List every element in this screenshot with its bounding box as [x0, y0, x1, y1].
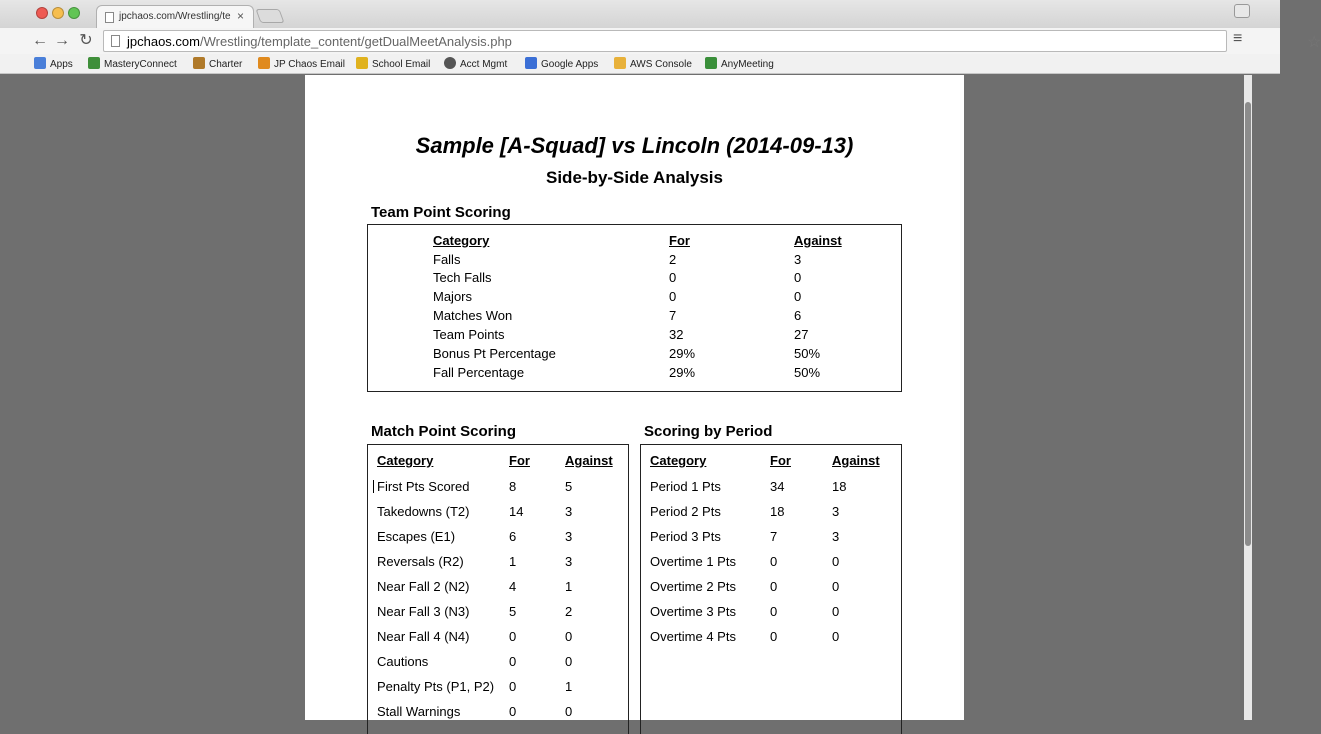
new-tab-button[interactable]	[255, 9, 284, 23]
table-cell: 5	[565, 479, 573, 494]
table-cell: 6	[794, 308, 802, 323]
table-cell: 18	[770, 504, 785, 519]
page-icon	[111, 35, 120, 47]
table-cell: 4	[509, 579, 517, 594]
column-header: Against	[565, 453, 613, 468]
bookmark-label: AWS Console	[630, 59, 692, 70]
table-cell: 3	[794, 252, 802, 267]
table-cell: Near Fall 3 (N3)	[377, 604, 470, 619]
bookmark-google-apps[interactable]	[525, 57, 598, 71]
bookmark-label: School Email	[372, 59, 431, 70]
table-cell: Falls	[433, 252, 461, 267]
table-cell: 2	[669, 252, 677, 267]
masteryconnect-icon	[88, 57, 100, 69]
bookmark-jp-chaos-email[interactable]	[258, 57, 345, 71]
table-cell: Takedowns (T2)	[377, 504, 470, 519]
table-cell: Overtime 4 Pts	[650, 629, 736, 644]
bookmark-label: Charter	[209, 59, 243, 70]
bookmark-acct-mgmt[interactable]	[444, 57, 507, 71]
table-cell: 0	[832, 604, 840, 619]
table-cell: 3	[565, 529, 573, 544]
column-header: Category	[650, 453, 707, 468]
back-arrow-icon[interactable]: ←	[32, 32, 48, 49]
table-cell: Team Points	[433, 327, 505, 342]
table-cell: Penalty Pts (P1, P2)	[377, 679, 495, 694]
table-cell: 0	[565, 654, 573, 669]
table-cell: Cautions	[377, 654, 429, 669]
column-header: Against	[832, 453, 880, 468]
table-cell: 0	[832, 554, 840, 569]
table-cell: 0	[832, 629, 840, 644]
minimize-window-button[interactable]	[52, 7, 64, 19]
table-cell: 0	[794, 270, 802, 285]
window-titlebar	[0, 0, 1280, 28]
table-cell: 2	[565, 604, 573, 619]
bookmark-masteryconnect[interactable]	[88, 57, 177, 71]
table-cell: 0	[770, 554, 778, 569]
bookmark-school-email[interactable]	[356, 57, 430, 71]
table-cell: 0	[770, 579, 778, 594]
bookmark-label: Google Apps	[541, 59, 599, 70]
table-cell: First Pts Scored	[377, 479, 470, 494]
bookmark-star-icon[interactable]: ☆	[1307, 34, 1321, 51]
bookmark-charter[interactable]	[193, 57, 242, 71]
table-cell: Matches Won	[433, 308, 513, 323]
url-text[interactable]	[127, 34, 512, 49]
email-icon	[356, 57, 368, 69]
table-cell: 7	[669, 308, 677, 323]
table-cell: 0	[565, 629, 573, 644]
column-header: Against	[794, 233, 842, 248]
maximize-window-button[interactable]	[68, 7, 80, 19]
column-header: For	[669, 233, 690, 248]
table-cell: Escapes (E1)	[377, 529, 456, 544]
table-cell: Tech Falls	[433, 270, 492, 285]
table-cell: Near Fall 4 (N4)	[377, 629, 470, 644]
table-cell: Overtime 3 Pts	[650, 604, 736, 619]
page-icon	[105, 12, 114, 23]
url-domain: jpchaos.com	[127, 34, 200, 49]
anymeeting-icon	[705, 57, 717, 69]
period-scoring-table	[640, 444, 902, 734]
right-margin	[1252, 75, 1280, 720]
bookmark-label: Acct Mgmt	[460, 59, 508, 70]
table-cell: 32	[669, 327, 684, 342]
table-cell: 6	[509, 529, 517, 544]
apps-grid-icon	[34, 57, 46, 69]
table-cell: 29%	[669, 346, 696, 361]
table-cell: Majors	[433, 289, 473, 304]
url-path: /Wrestling/template_content/getDualMeetAnalysis.php	[199, 34, 512, 49]
bookmark-label: AnyMeeting	[721, 59, 774, 70]
bookmark-label: MasteryConnect	[104, 59, 177, 70]
table-cell: 0	[770, 629, 778, 644]
table-cell: 0	[509, 679, 517, 694]
table-cell: 29%	[669, 365, 696, 380]
team-scoring-heading: Team Point Scoring	[371, 204, 511, 221]
bookmark-apps[interactable]	[34, 57, 73, 71]
tab-close-icon[interactable]: ×	[237, 9, 245, 23]
close-window-button[interactable]	[36, 7, 48, 19]
table-cell: 50%	[794, 346, 821, 361]
table-cell: 3	[565, 554, 573, 569]
account-icon	[444, 57, 456, 69]
table-cell: 34	[770, 479, 785, 494]
period-scoring-heading: Scoring by Period	[644, 423, 773, 440]
table-cell: 14	[509, 504, 524, 519]
bookmarks-bar	[0, 54, 1280, 74]
table-cell: Period 1 Pts	[650, 479, 721, 494]
table-cell: 0	[832, 579, 840, 594]
table-cell: 50%	[794, 365, 821, 380]
menu-icon[interactable]: ≡	[1233, 30, 1243, 47]
column-header: For	[509, 453, 530, 468]
reload-icon[interactable]: ↻	[79, 32, 93, 49]
table-cell: Fall Percentage	[433, 365, 525, 380]
table-cell: 3	[565, 504, 573, 519]
table-cell: 3	[832, 504, 840, 519]
text-cursor	[373, 480, 374, 493]
fullscreen-button[interactable]	[1234, 4, 1250, 18]
table-cell: 18	[832, 479, 847, 494]
table-cell: Stall Warnings	[377, 704, 461, 719]
document-page	[305, 75, 964, 720]
address-bar[interactable]	[103, 30, 1321, 52]
google-icon	[525, 57, 537, 69]
table-cell: 0	[509, 704, 517, 719]
tab-title: jpchaos.com/Wrestling/te	[119, 11, 231, 22]
table-cell: Overtime 2 Pts	[650, 579, 736, 594]
browser-tab[interactable]	[96, 5, 254, 29]
table-cell: 5	[509, 604, 517, 619]
table-cell: Bonus Pt Percentage	[433, 346, 556, 361]
bookmark-label: JP Chaos Email	[274, 59, 345, 70]
table-cell: 1	[509, 554, 517, 569]
table-cell: 0	[509, 654, 517, 669]
table-cell: 0	[509, 629, 517, 644]
team-scoring-table	[367, 224, 902, 392]
table-cell: 27	[794, 327, 809, 342]
table-cell: Period 2 Pts	[650, 504, 721, 519]
page-subtitle: Side-by-Side Analysis	[546, 168, 723, 187]
table-cell: 0	[669, 289, 677, 304]
table-cell: 0	[794, 289, 802, 304]
browser-toolbar	[0, 28, 1321, 54]
table-cell: 3	[832, 529, 840, 544]
column-header: Category	[433, 233, 490, 248]
forward-arrow-icon[interactable]: →	[54, 32, 70, 49]
table-cell: 1	[565, 679, 573, 694]
bookmark-anymeeting[interactable]	[705, 57, 774, 71]
bookmark-aws-console[interactable]	[614, 57, 692, 71]
charter-icon	[193, 57, 205, 69]
folder-icon	[614, 57, 626, 69]
table-cell: 0	[770, 604, 778, 619]
table-cell: Overtime 1 Pts	[650, 554, 736, 569]
match-scoring-table	[367, 444, 629, 734]
table-cell: 0	[565, 704, 573, 719]
table-cell: 0	[669, 270, 677, 285]
column-header: Category	[377, 453, 434, 468]
table-cell: 1	[565, 579, 573, 594]
table-cell: Reversals (R2)	[377, 554, 464, 569]
scrollbar-thumb[interactable]	[1245, 102, 1251, 546]
column-header: For	[770, 453, 791, 468]
email-icon	[258, 57, 270, 69]
page-title: Sample [A-Squad] vs Lincoln (2014-09-13)	[415, 133, 854, 158]
bookmark-label: Apps	[50, 59, 73, 70]
table-cell: 8	[509, 479, 517, 494]
table-cell: Period 3 Pts	[650, 529, 721, 544]
table-cell: 7	[770, 529, 778, 544]
match-scoring-heading: Match Point Scoring	[371, 423, 517, 440]
table-cell: Near Fall 2 (N2)	[377, 579, 470, 594]
